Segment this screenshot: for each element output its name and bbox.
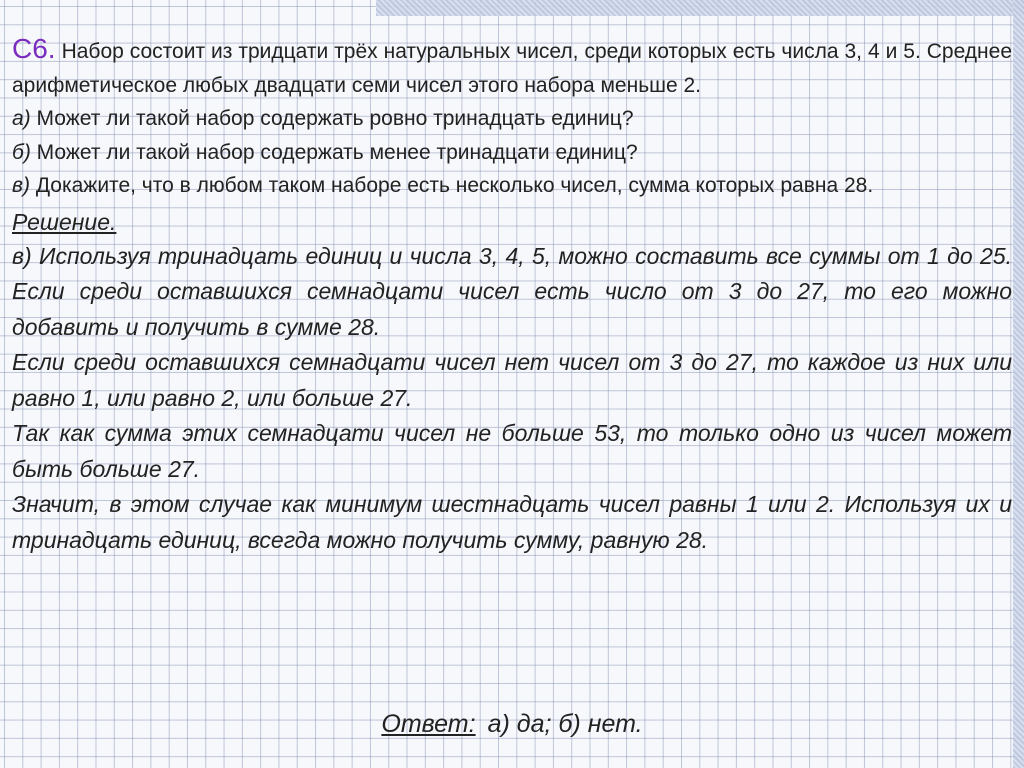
answer-label: Ответ: (381, 710, 476, 738)
answer-line (0, 710, 1024, 739)
decorative-top-band (376, 0, 1024, 16)
question-b (12, 136, 1012, 170)
question-c (12, 169, 1012, 203)
problem-statement (12, 32, 1012, 102)
solution-title: Решение. (12, 208, 117, 235)
solution-paragraph-1: в) Используя тринадцать единиц и числа 3, 4, 5, можно составить все суммы от 1 до 25. Если среди оставшихся семнадцати чисел есть число от 3 до 27, то его можно добавить и получить в сумме 28. (12, 242, 1012, 340)
decorative-right-band (1013, 0, 1024, 768)
answer-text: а) да; б) нет. (487, 710, 643, 738)
solution-paragraph-2: Если среди оставшихся семнадцати чисел нет чисел от 3 до 27, то каждое из них или равно 1, или равно 2, или больше 27. (12, 349, 1012, 411)
problem-statement-text: Набор состоит из тридцати трёх натуральных чисел, среди которых есть числа 3, 4 и 5. Среднее арифметическое любых двадцати семи чисел этого набора меньше 2. (12, 40, 1012, 97)
question-b-letter: б) (12, 140, 31, 164)
question-a-letter: а) (12, 107, 31, 130)
question-a (12, 102, 1012, 136)
question-a-text: Может ли такой набор содержать ровно тринадцать единиц? (36, 107, 634, 130)
solution-paragraph-4: Значит, в этом случае как минимум шестнадцать чисел равны 1 или 2. Используя их и тринадцать единиц, всегда можно получить сумму, равную 28. (12, 491, 1012, 553)
problem-label: С6. (12, 33, 56, 64)
problem-block (12, 32, 1012, 558)
question-b-text: Может ли такой набор содержать менее тринадцати единиц? (36, 140, 638, 164)
question-c-letter: в) (12, 174, 30, 197)
solution-paragraph-3: Так как сумма этих семнадцати чисел не больше 53, то только одно из чисел может быть больше 27. (12, 420, 1012, 482)
question-c-text: Докажите, что в любом таком наборе есть несколько чисел, сумма которых равна 28. (35, 174, 874, 197)
